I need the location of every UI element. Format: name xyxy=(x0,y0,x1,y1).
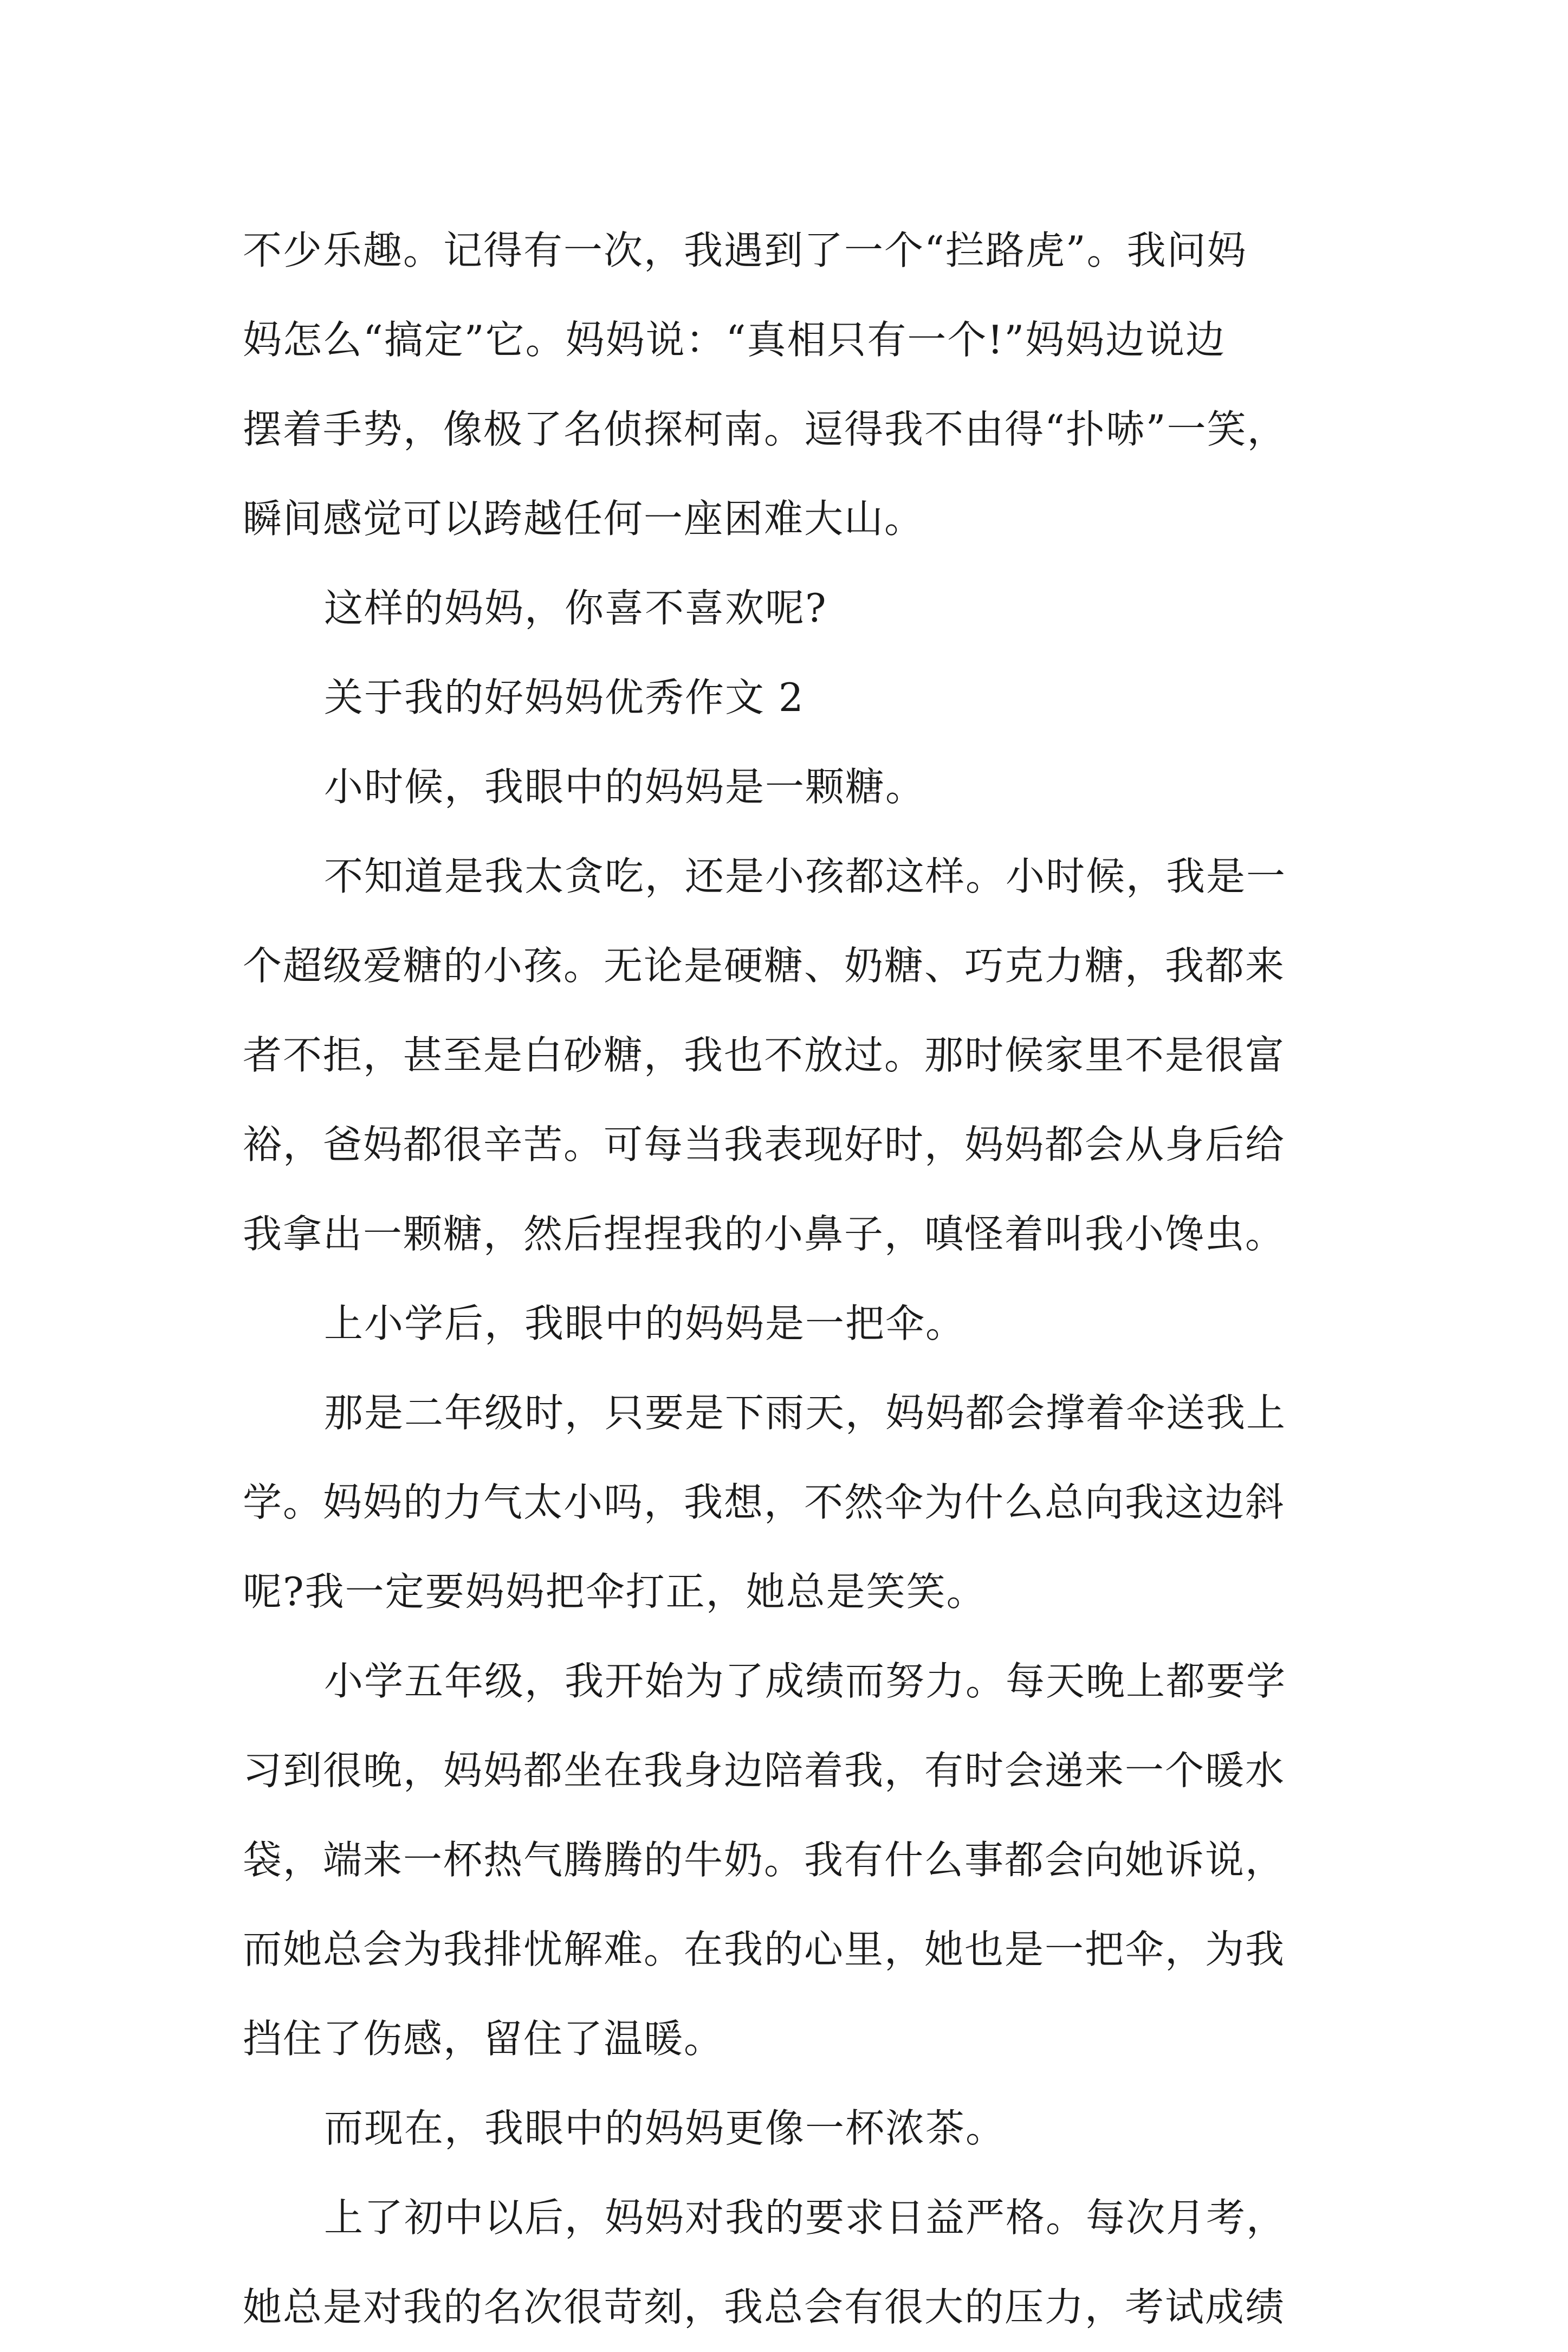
text-line: 这样的妈妈，你喜不喜欢呢? xyxy=(324,585,827,631)
text-line: 呢?我一定要妈妈把伞打正，她总是笑笑。 xyxy=(243,1569,987,1614)
text-line: 摆着手势，像极了名侦探柯南。逗得我不由得“扑哧”一笑， xyxy=(243,406,1287,452)
text-line: 上了初中以后，妈妈对我的要求日益严格。每次月考， xyxy=(324,2195,1287,2240)
text-line: 上小学后，我眼中的妈妈是一把伞。 xyxy=(324,1301,966,1346)
text-line: 挡住了伤感，留住了温暖。 xyxy=(243,2016,724,2062)
text-line: 那是二年级时，只要是下雨天，妈妈都会撑着伞送我上 xyxy=(324,1390,1287,1436)
text-line: 小学五年级，我开始为了成绩而努力。每天晚上都要学 xyxy=(324,1658,1287,1704)
text-line: 而她总会为我排忧解难。在我的心里，她也是一把伞，为我 xyxy=(243,1927,1286,1972)
text-line: 不少乐趣。记得有一次，我遇到了一个“拦路虎”。我问妈 xyxy=(243,228,1247,273)
text-line: 者不拒，甚至是白砂糖，我也不放过。那时候家里不是很富 xyxy=(243,1032,1286,1078)
text-line: 我拿出一颗糖，然后捏捏我的小鼻子，嗔怪着叫我小馋虫。 xyxy=(243,1211,1286,1257)
text-line: 妈怎么“搞定”它。妈妈说：“真相只有一个!”妈妈边说边 xyxy=(243,317,1226,363)
text-line: 关于我的好妈妈优秀作文 2 xyxy=(324,675,805,720)
text-line: 不知道是我太贪吃，还是小孩都这样。小时候，我是一 xyxy=(324,854,1287,899)
essay-body xyxy=(243,206,1343,2352)
text-line: 小时候，我眼中的妈妈是一颗糖。 xyxy=(324,764,926,810)
text-line: 个超级爱糖的小孩。无论是硬糖、奶糖、巧克力糖，我都来 xyxy=(243,943,1286,988)
text-line: 袋，端来一杯热气腾腾的牛奶。我有什么事都会向她诉说， xyxy=(243,1837,1286,1883)
text-line: 她总是对我的名次很苛刻，我总会有很大的压力，考试成绩 xyxy=(243,2284,1286,2330)
text-line: 而现在，我眼中的妈妈更像一杯浓茶。 xyxy=(324,2105,1006,2151)
text-line: 习到很晚，妈妈都坐在我身边陪着我，有时会递来一个暖水 xyxy=(243,1748,1286,1793)
text-line: 学。妈妈的力气太小吗，我想，不然伞为什么总向我这边斜 xyxy=(243,1479,1286,1525)
text-line: 瞬间感觉可以跨越任何一座困难大山。 xyxy=(243,496,925,541)
text-line: 裕，爸妈都很辛苦。可每当我表现好时，妈妈都会从身后给 xyxy=(243,1122,1286,1167)
